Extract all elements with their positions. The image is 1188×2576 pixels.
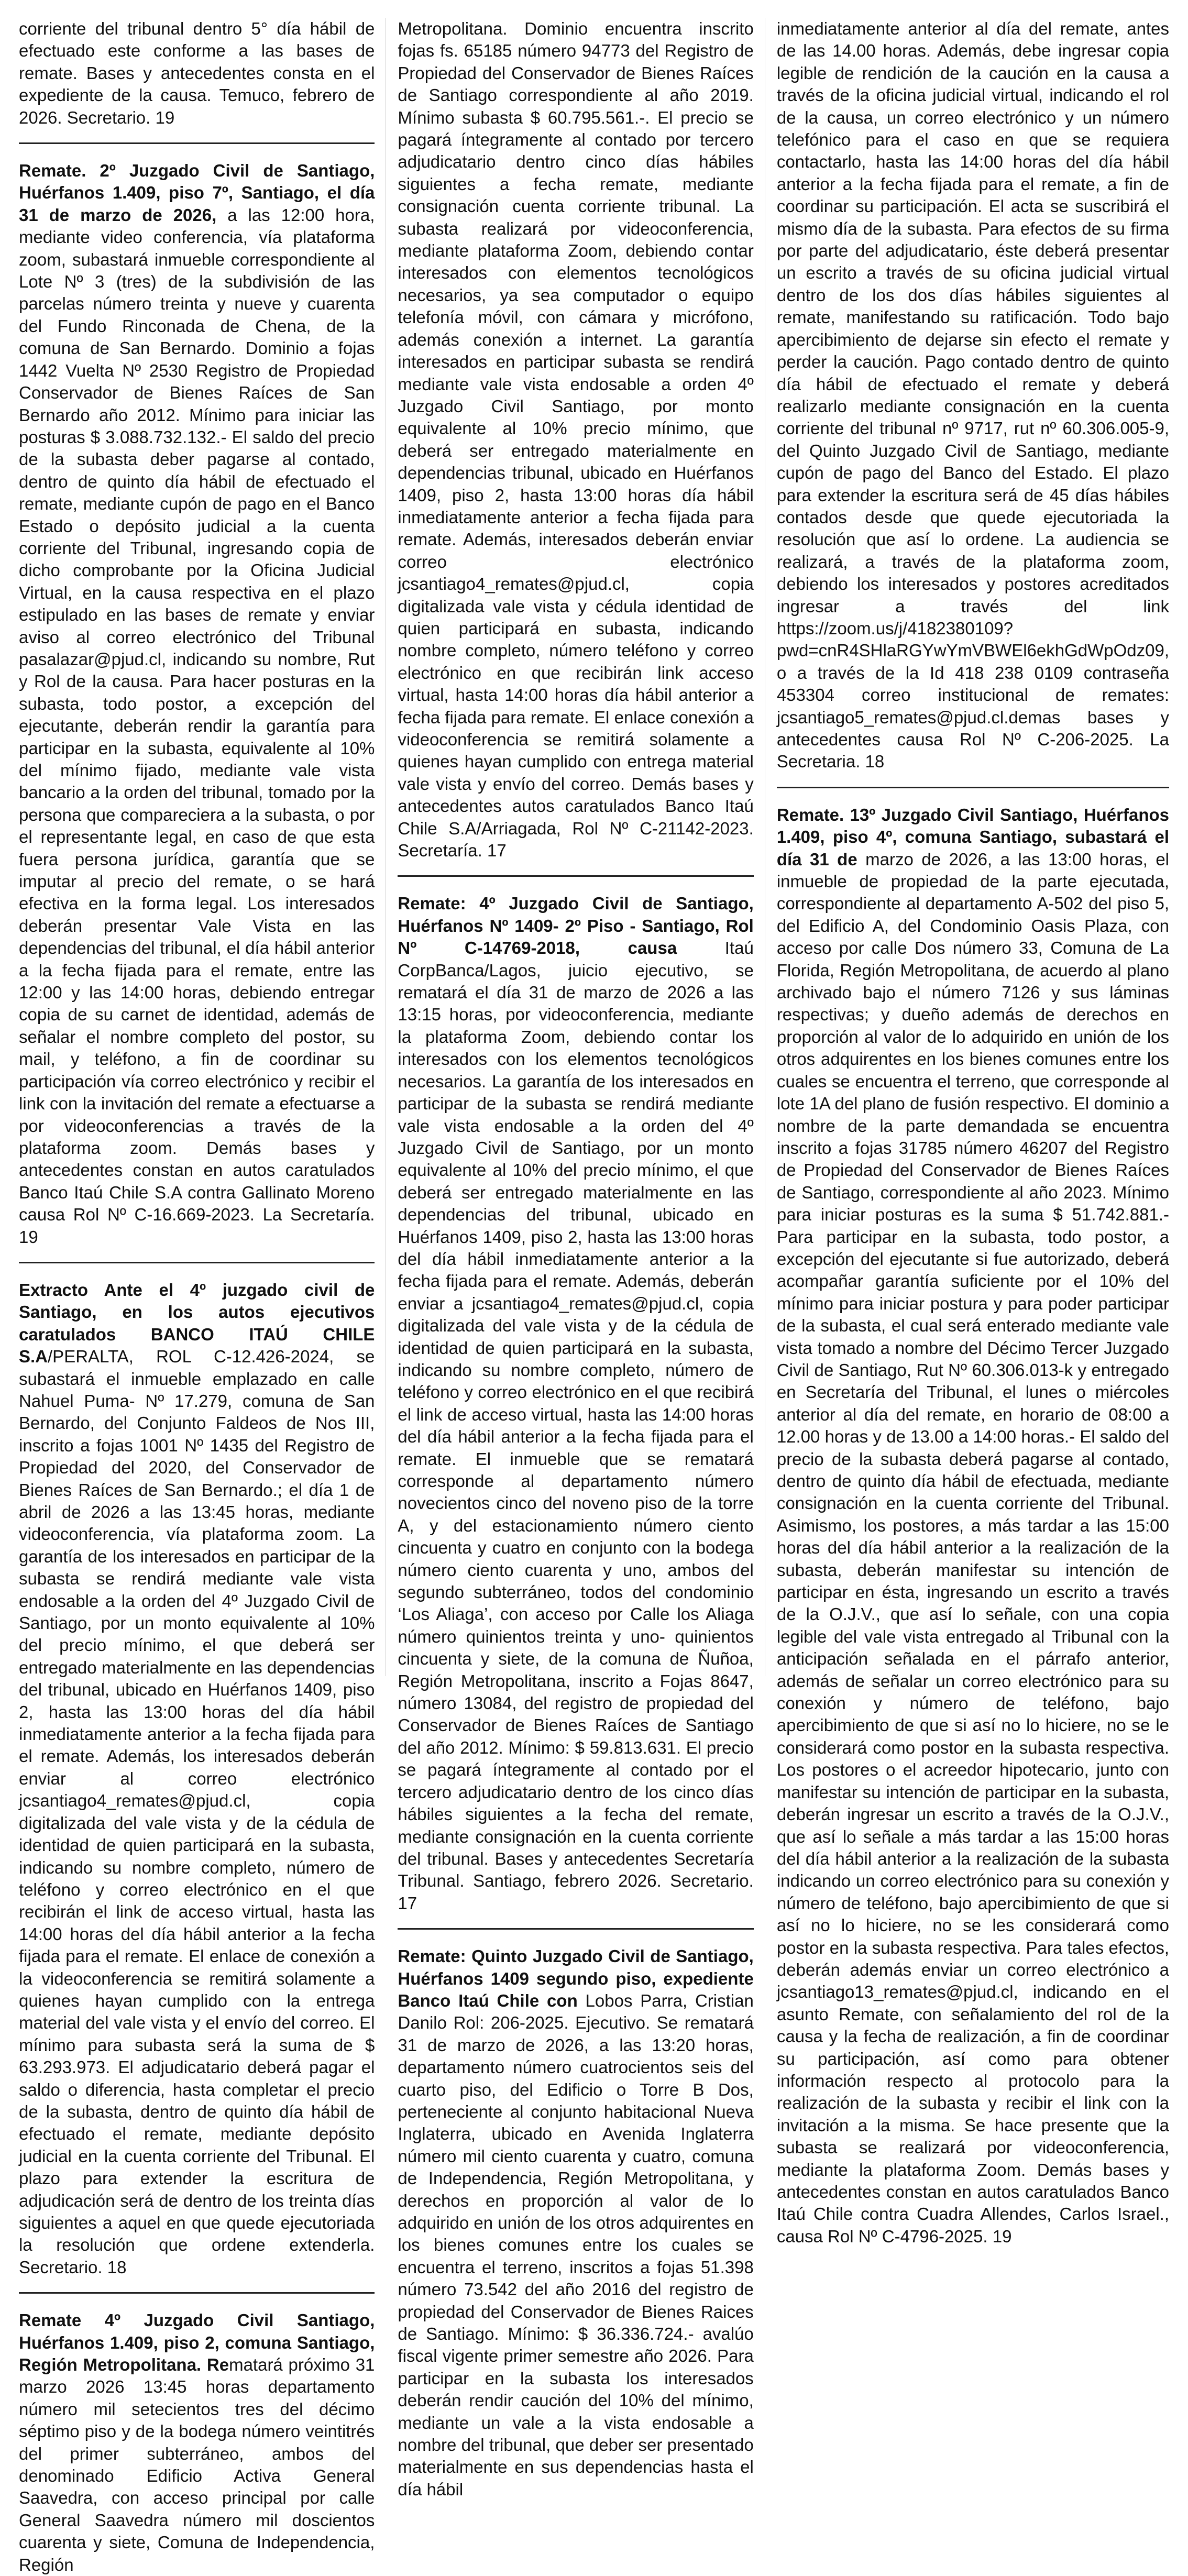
notice-body: corriente del tribunal dentro 5° día hábil de efectuado este conforme a las bases de remate. Bases y antecedentes consta en el expediente de la causa. Temuco, febrero de 2026. Secretario. 19 [19, 19, 375, 127]
notice-continuation [777, 18, 1169, 773]
notice-heading: Remate: 4º Juzgado Civil de Santiago, Huérfanos Nº 1409- 2º Piso - Santiago, Rol Nº C-14769-2018, causa [398, 894, 754, 958]
notice-divider [19, 1262, 375, 1263]
notice-body: marzo de 2026, a las 13:00 horas, el inmueble de propiedad de la parte ejecutada, correspondiente al departamento A-502 del piso 5, del Edificio A, del Condominio Oasis Plaza, con acceso por calle Dos número 33, Comuna de La Florida, Región Metropolitana, de acuerdo al plano archivado bajo el número 7126 y sus láminas respectivas; y dueño además de derechos en proporción al valor de lo adquirido en unión de los otros adquirentes en los bienes comunes entre los cuales se encuentra el terreno, que corresponde al lote 1A del plano de fusión respectivo. El dominio a nombre de la parte demandada se encuentra inscrito a fojas 31785 número 46207 del Registro de Propiedad del Conservador de Bienes Raíces de Santiago, correspondiente al año 2023. Mínimo para iniciar posturas es la suma $ 51.742.881.- Para participar en la subasta, todo postor, a excepción del ejecutante si fue autorizado, deberá acompañar garantía suficiente por el 10% del mínimo para iniciar postura y para poder participar de la subasta, el cual será enterado mediante vale vista tomado a nombre del Décimo Tercer Juzgado Civil de Santiago, Rut Nº 60.306.013-k y entregado en Secretaría del Tribunal, el lunes o miércoles anterior al día del remate, en horario de 08:00 a 12.00 horas y de 13.00 a 14:00 horas.- El saldo del precio de la subasta deberá pagarse al contado, dentro de quinto día hábil de efectuada, mediante consignación en la cuenta corriente del Tribunal. Asimismo, los postores, a más tardar a las 15:00 horas del día hábil anterior a la realización de la subasta, deberán manifestar su intención de participar en ésta, ingresando un escrito a través de la O.J.V., que así lo señale, con una copia legible del vale vista entregado al Tribunal con la anticipación señalada en el párrafo anterior, además de señalar un correo electrónico para su conexión y número de teléfono, bajo apercibimiento de que si así no lo hiciere, no se le considerará como postor en la subasta respectiva. Los postores o el acreedor hipotecario, junto con manifestar su intención de participar en la subasta, deberán ingresar un escrito a través de la O.J.V., que así lo señale a más tardar a las 15:00 horas del día hábil anterior a la realización de la subasta indicando un correo electrónico para su conexión y número de teléfono, bajo apercibimiento de que si así no lo hiciere, no se les considerará como postor en la subasta respectiva. Para tales efectos, deberán además enviar un correo electrónico a jcsantiago13_remates@pjud.cl, indicando en el asunto Remate, con señalamiento del rol de la causa y la fecha de realización, a fin de coordinar su participación, así como para obtener información respecto al protocolo para la realización de la subasta y recibir el link con la invitación a la misma. Se hace presente que la subasta se realizará por videoconferencia, mediante la plataforma Zoom. Demás bases y antecedentes constan en autos caratulados Banco Itaú Chile contra Cuadra Allendes, Carlos Israel., causa Rol Nº C-4796-2025. 19 [776, 849, 1170, 2246]
notice-body: matará próximo 31 marzo 2026 13:45 horas departamento número mil setecientos tres del décimo séptimo piso y de la bodega número veintitrés del primer subterráneo, ambos del denominado Edificio Activa General Saavedra, con acceso principal por calle General Saavedra número mil doscientos cuarenta y siete, Comuna de Independencia, Región [19, 2355, 375, 2574]
notice-divider [19, 142, 375, 144]
notice-13-juzgado [777, 804, 1169, 2248]
notice-body: inmediatamente anterior al día del remate, antes de las 14.00 horas. Además, debe ingresar copia legible de rendición de la caución en la causa a través de la oficina judicial virtual, indicando el rol de la causa, un correo electrónico y un número telefónico para el caso en que se requiera contactarlo, hasta las 14:00 horas del día hábil anterior a la fecha fijada para el remate, a fin de coordinar su participación. El acta se suscribirá el mismo día de la subasta. Para efectos de su firma por parte del adjudicatario, éste deberá presentar un escrito a través de su oficina judicial virtual dentro de los dos días hábiles siguientes al remate, manifestando su ratificación. Todo bajo apercibimiento de dejarse sin efecto el remate y perder la caución. Pago contado dentro de quinto día hábil de efectuado el remate y deberá realizarlo mediante consignación en la cuenta corriente del tribunal nº 9717, rut nº 60.306.005-9, del Quinto Juzgado Civil de Santiago, mediante cupón de pago del Banco del Estado. El plazo para extender la escritura será de 45 días hábiles contados desde que quede ejecutoriada la resolución que así lo ordene. La audiencia se realizará, a través de la plataforma zoom, debiendo los interesados y postores acreditados ingresar a través del link https://zoom.us/j/4182380109?pwd=cnR4SHlaRGYwYmVBWEl6ekhGdWpOdz09, o a través de la Id 418 238 0109 contraseña 453304 correo institucional de remates: jcsantiago5_remates@pjud.cl.demas bases y antecedentes causa Rol Nº C-206-2025. La Secretaria. 18 [776, 19, 1170, 772]
notice-4-juzgado-saavedra [19, 2309, 375, 2576]
notice-2-juzgado-civil [19, 160, 375, 1248]
column-1 [19, 18, 375, 2574]
notice-body: Itaú CorpBanca/Lagos, juicio ejecutivo, se rematará el día 31 de marzo de 2026 a las 13:15 horas, por videoconferencia, mediante la plataforma Zoom, debiendo contar los interesados con los elementos tecnológicos necesarios. La garantía de los interesados en participar de la subasta se rendirá mediante vale vista endosable a la orden del 4º Juzgado Civil de Santiago, por un monto equivalente al 10% del precio mínimo, el que deberá ser entregado materialmente en las dependencias del tribunal, ubicado en Huérfanos 1409, piso 2, hasta las 13:00 horas del día hábil inmediatamente anterior a la fecha fijada para el remate. Además, deberán enviar a jcsantiago4_remates@pjud.cl, copia digitalizada del vale vista y de la cédula de identidad de quien participará en la subasta, indicando su nombre completo, número de teléfono y correo electrónico en el que recibirá el link de acceso virtual, hasta las 14:00 horas del día hábil anterior a la fecha fijada para el remate. El inmueble que se rematará corresponde al departamento número novecientos cinco del noveno piso de la torre A, y del estacionamiento número ciento cincuenta y cuatro en conjunto con la bodega número ciento cuarenta y uno, ambos del segundo subterráneo, todos del condominio ‘Los Aliaga’, con acceso por Calle los Aliaga número quinientos treinta y uno- quinientos cincuenta y siete, de la comuna de Ñuñoa, Región Metropolitana, inscrito a Fojas 8647, número 13084, del registro de propiedad del Conservador de Bienes Raíces de Santiago del año 2012. Mínimo: $ 59.813.631. El precio se pagará íntegramente al contado por el tercero adjudicatario dentro de los cinco días hábiles siguientes a la fecha del remate, mediante consignación en la cuenta corriente del tribunal. Bases y antecedentes Secretaría Tribunal. Santiago, febrero 2026. Secretario. 17 [398, 938, 754, 1913]
notice-extracto-4-juzgado [19, 1279, 375, 2278]
notice-divider [398, 875, 753, 877]
notice-continuation [398, 18, 753, 862]
notice-body: Lobos Parra, Cristian Danilo Rol: 206-2025. Ejecutivo. Se rematará 31 de marzo de 2026, a las 13:20 horas, departamento número cuatrocientos seis del cuarto piso, del Edificio o Torre B Dos, perteneciente al conjunto habitacional Nueva Inglaterra, ubicado en Avenida Inglaterra número mil ciento cuarenta y cuatro, comuna de Independencia, Región Metropolitana, y derechos en proporción al valor de lo adquirido en unión de los otros adquirentes en los bienes comunes entre los cuales se encuentra el terreno, inscritos a fojas 51.398 número 73.542 del año 2016 del registro de propiedad del Conservador de Bienes Raices de Santiago. Mínimo: $ 36.336.724.- avalúo fiscal vigente primer semestre año 2026. Para participar en la subasta los interesados deberán rendir caución del 10% del mínimo, mediante un vale a la vista endosable a nombre del tribunal, que deber ser presentado materialmente en sus dependencias hasta el día hábil [398, 1990, 754, 2499]
notice-divider [398, 1928, 753, 1930]
notice-quinto-juzgado [398, 1945, 753, 2501]
notice-heading: Remate. 2º Juzgado Civil de Santiago, Huérfanos 1.409, piso 7º, Santiago, el día 31 de marzo de 2026, [19, 161, 375, 225]
column-3 [776, 18, 1170, 2246]
column-2 [398, 18, 754, 2499]
notice-heading: Remate: Quinto Juzgado Civil de Santiago, Huérfanos 1409 segundo piso, expediente Banco Itaú Chile con [398, 1946, 754, 2010]
notice-body: Metropolitana. Dominio encuentra inscrito fojas fs. 65185 número 94773 del Registro de Propiedad del Conservador de Bienes Raíces de Santiago correspondiente al año 2019. Mínimo subasta $ 60.795.561.-. El precio se pagará íntegramente al contado por tercero adjudicatario dentro cinco días hábiles siguientes a fecha remate, mediante consignación cuenta corriente tribunal. La subasta realizará por videoconferencia, mediante plataforma Zoom, debiendo contar interesados con elementos tecnológicos necesarios, ya sea computador o equipo telefonía móvil, con cámara y micrófono, además conexión a internet. La garantía interesados en participar subasta se rendirá mediante vale vista endosable a orden 4º Juzgado Civil Santiago, por monto equivalente al 10% precio mínimo, que deberá ser entregado materialmente en dependencias tribunal, ubicado en Huérfanos 1409, piso 2, hasta 13:00 horas día hábil inmediatamente anterior a fecha fijada para remate. Además, interesados deberán enviar correo electrónico jcsantiago4_remates@pjud.cl, copia digitalizada vale vista y cédula identidad de quien participará en subasta, indicando nombre completo, número teléfono y correo electrónico en que recibirán link acceso virtual, hasta 14:00 horas día hábil anterior a fecha fijada para remate. El enlace conexión a videoconferencia se remitirá solamente a quienes hayan cumplido con entrega material vale vista y envío del correo. Demás bases y antecedentes autos caratulados Banco Itaú Chile S.A/Arriagada, Rol Nº C-21142-2023. Secretaría. 17 [398, 19, 754, 861]
notice-4-juzgado-lagos [398, 893, 753, 1914]
notice-heading: Extracto Ante el 4º juzgado civil de Santiago, en los autos ejecutivos caratulados BANCO ITAÚ CHILE S.A [19, 1280, 375, 1367]
notice-divider [19, 2292, 375, 2294]
notice-divider [777, 787, 1169, 788]
notice-heading: Remate 4º Juzgado Civil Santiago, Huérfanos 1.409, piso 2, comuna Santiago, Región Metropolitana. Re [19, 2310, 375, 2375]
notice-heading: Remate. 13º Juzgado Civil Santiago, Huérfanos 1.409, piso 4º, comuna Santiago, subastará el día 31 de [776, 805, 1170, 869]
notice-body: a las 12:00 hora, mediante video conferencia, vía plataforma zoom, subastará inmueble correspondiente al Lote Nº 3 (tres) de la subdivisión de las parcelas número treinta y nueve y cuarenta del Fundo Rinconada de Chena, de la comuna de San Bernardo. Dominio a fojas 1442 Vuelta Nº 2530 Registro de Propiedad Conservador de Bienes Raíces de San Bernardo año 2012. Mínimo para iniciar las posturas $ 3.088.732.132.- El saldo del precio de la subasta deber pagarse al contado, dentro de quinto día hábil de efectuado el remate, mediante cupón de pago en el Banco Estado o depósito judicial a la cuenta corriente del Tribunal, ingresando copia de dicho comprobante por la Oficina Judicial Virtual, en la causa respectiva en el plazo estipulado en las bases de remate y enviar aviso al correo electrónico del Tribunal pasalazar@pjud.cl, indicando su nombre, Rut y Rol de la causa. Para hacer posturas en la subasta, todo postor, a excepción del ejecutante, deberán rendir la garantía para participar en la subasta, equivalente al 10% del mínimo fijado, mediante vale vista bancario a la orden del tribunal, tomado por la persona que compareciera a la subasta, o por el representante legal, en caso de que esta fuera persona jurídica, garantía que se imputar al precio del remate, o se hará efectiva en la forma legal. Los interesados deberán presentar Vale Vista en las dependencias del tribunal, el día hábil anterior a la fecha fijada para el remate, entre las 12:00 y las 14:00 horas, debiendo entregar copia de su carnet de identidad, además de señalar el nombre completo del postor, su mail, y teléfono, a fin de coordinar su participación vía correo electrónico y recibir el link con la invitación del remate a efectuarse a por videoconferencias a través de la plataforma zoom. Demás bases y antecedentes constan en autos caratulados Banco Itaú Chile S.A contra Gallinato Moreno causa Rol Nº C-16.669-2023. La Secretaría. 19 [19, 205, 375, 1247]
notice-body: /PERALTA, ROL C-12.426-2024, se subastará el inmueble emplazado en calle Nahuel Puma- Nº 17.279, comuna de San Bernardo, del Conjunto Faldeos de Nos III, inscrito a fojas 1001 Nº 1435 del Registro de Propiedad del 2020, del Conservador de Bienes Raíces de San Bernardo.; el día 1 de abril de 2026 a las 13:45 horas, mediante videoconferencia, vía plataforma zoom. La garantía de los interesados en participar de la subasta se rendirá mediante vale vista endosable a la orden del 4º Juzgado Civil de Santiago, por un monto equivalente al 10% del precio mínimo, el que deberá ser entregado materialmente en las dependencias del tribunal, ubicado en Huérfanos 1409, piso 2, hasta las 13:00 horas del día hábil inmediatamente anterior a la fecha fijada para el remate. Además, los interesados deberán enviar al correo electrónico jcsantiago4_remates@pjud.cl, copia digitalizada del vale vista y de la cédula de identidad de quien participará en la subasta, indicando su nombre completo, número de teléfono y correo electrónico en el que recibirán el link de acceso virtual, hasta las 14:00 horas del día hábil anterior a la fecha fijada para el remate. El enlace de conexión a la videoconferencia se remitirá solamente a quienes hayan cumplido con la entrega material del vale vista y el envío del correo. El mínimo para subasta será la suma de $ 63.293.973. El adjudicatario deberá pagar el saldo o diferencia, hasta completar el precio de la subasta, dentro de quinto día hábil de efectuado el remate, mediante depósito judicial en la cuenta corriente del Tribunal. El plazo para extender la escritura de adjudicación será de dentro de los treinta días siguientes a aquel en que quede ejecutoriada la resolución que ordene extenderla. Secretario. 18 [19, 1347, 375, 2277]
notice-continuation [19, 18, 375, 129]
